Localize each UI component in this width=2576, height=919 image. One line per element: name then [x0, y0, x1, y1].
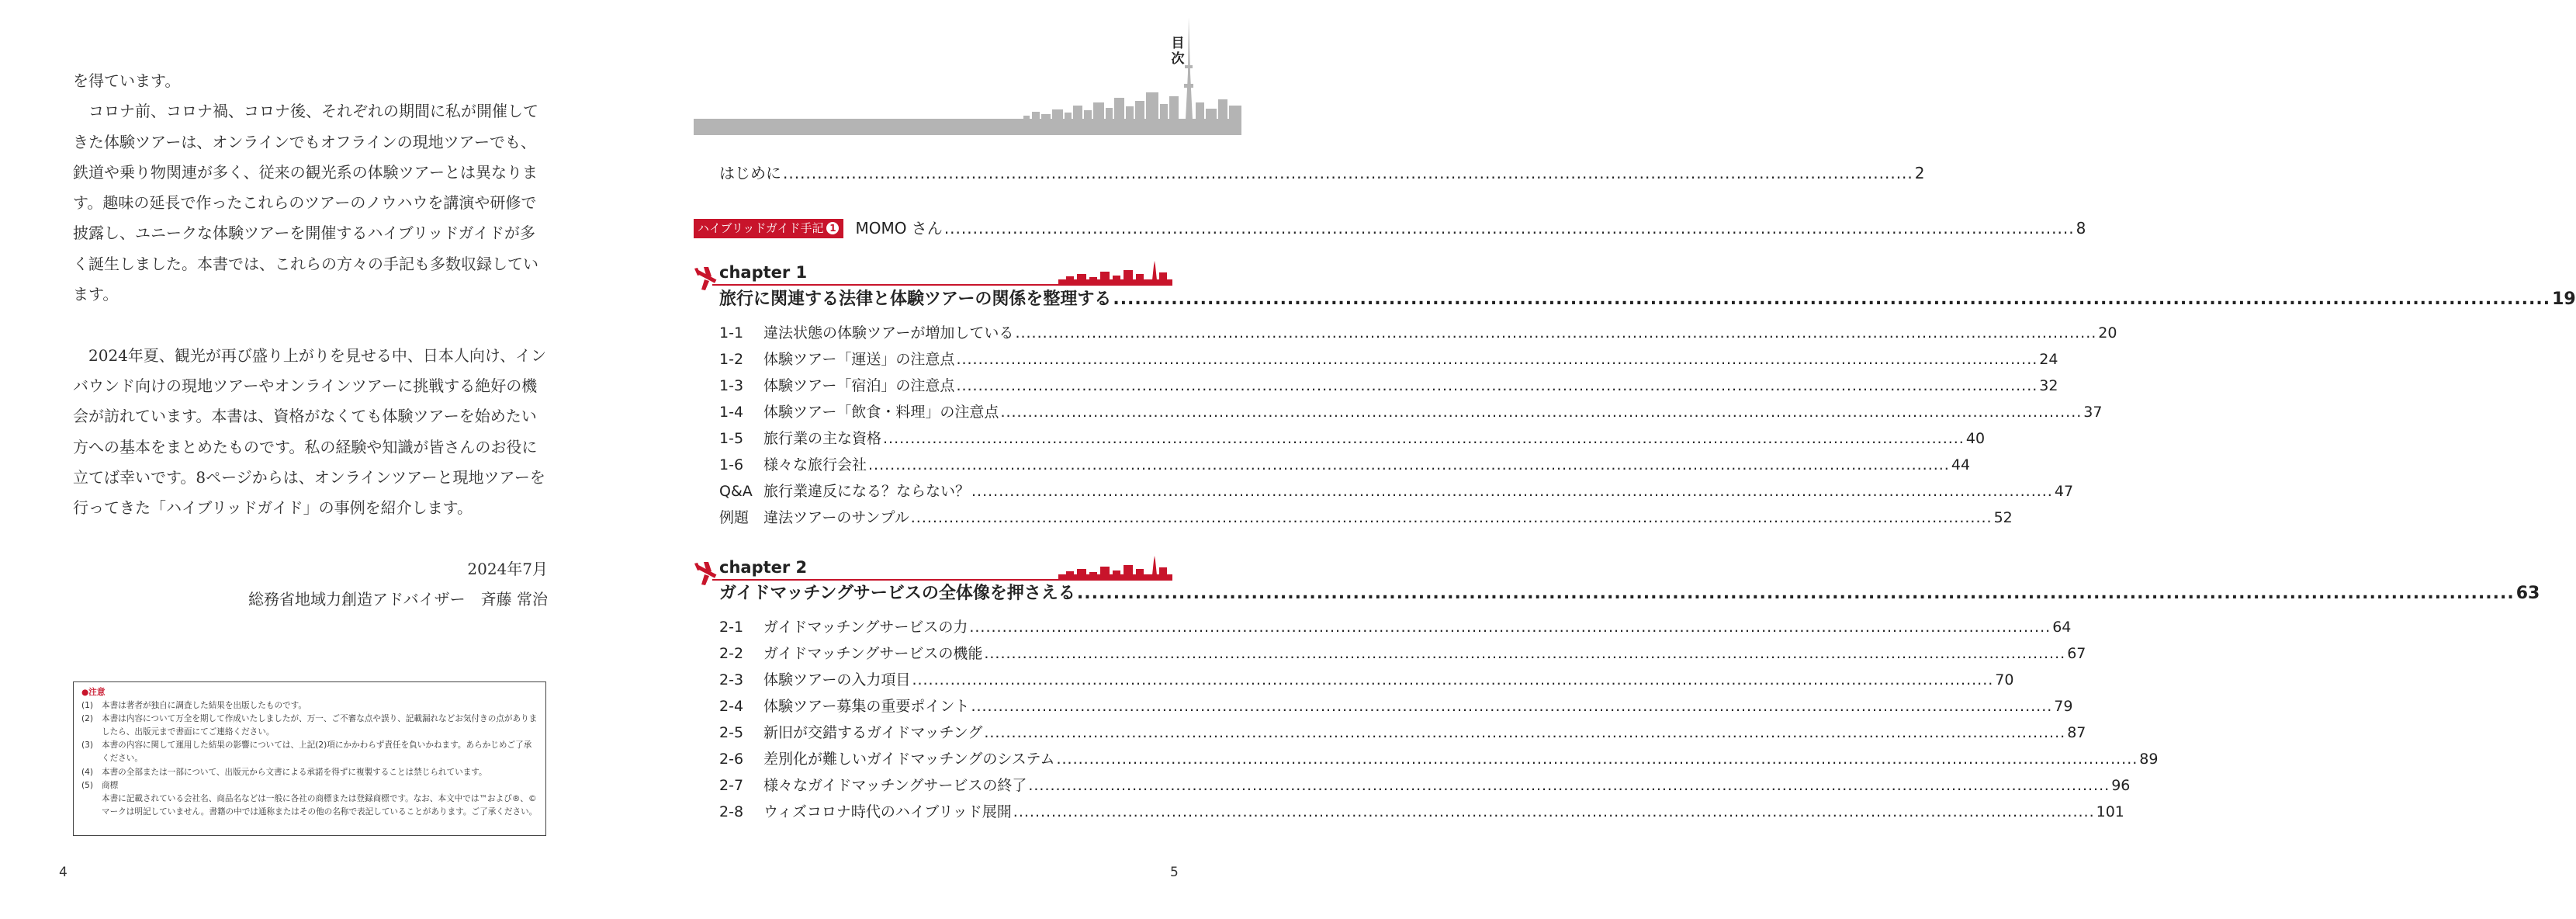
- notice-item: [81, 792, 538, 819]
- toc-entry-text: ガイドマッチングサービスの全体像を押さえる: [719, 584, 1075, 603]
- notice-item-number: (5): [81, 780, 94, 790]
- page-number-right: 5: [1170, 865, 1179, 880]
- toc-item-number: 1-3: [719, 377, 744, 394]
- dot-leader: [969, 616, 2051, 638]
- paragraph-gap: [73, 310, 548, 340]
- preface-body: [73, 66, 548, 615]
- toc-item-number: 1-2: [719, 351, 744, 368]
- preface-date: 2024年7月: [467, 559, 548, 578]
- toc-item-number: 2-7: [719, 777, 744, 794]
- toc-item-page: 89: [2139, 751, 2159, 768]
- toc-item-text: 差別化が難しいガイドマッチングのシステム: [763, 751, 1055, 768]
- toc-item-text: 体験ツアー「飲食・料理」の注意点: [763, 404, 999, 421]
- dot-leader: [1028, 775, 2110, 796]
- notice-item-text: 本書に記載されている会社名、商品名などは一般に各社の商標または登録商標です。なお、本文中では™および®、©マークは明記していません。書籍の中では通称またはその他の名称で表記していることがあります。ご了承ください。: [102, 793, 538, 817]
- toc-item-page: 44: [1951, 456, 1971, 473]
- notice-item-text: 本書の全部または一部について、出版元から文書による承諾を得ずに複製することは禁じられています。: [102, 767, 487, 777]
- toc-item-number: 2-2: [719, 645, 744, 662]
- toc-item-page: 64: [2052, 619, 2072, 636]
- dot-leader: [971, 480, 2053, 502]
- airplane-icon: [694, 562, 716, 585]
- chapter-label: chapter 2: [719, 556, 810, 579]
- toc-entry-page: 19: [2552, 290, 2576, 309]
- toc-item-number: 1-4: [719, 404, 744, 421]
- toc-item-text: 旅行業違反になる？ならない？: [763, 483, 971, 500]
- dot-leader: [1013, 801, 2095, 823]
- dot-leader: [911, 507, 1993, 529]
- toc-item[interactable]: [719, 748, 2159, 770]
- dot-leader: [984, 722, 2065, 744]
- toc-item-page: 70: [1995, 671, 2014, 688]
- chapter-1-title[interactable]: [719, 287, 2576, 312]
- toc-item[interactable]: [719, 722, 2086, 744]
- dot-leader: [971, 695, 2052, 717]
- toc-heading: 目次: [1171, 36, 1185, 67]
- toc-entry-page: 8: [2076, 219, 2086, 238]
- paragraph-gap: [73, 523, 548, 553]
- toc-item-page: 40: [1965, 430, 1986, 447]
- dot-leader: [1000, 401, 2082, 423]
- toc-item-number: 1-6: [719, 456, 744, 473]
- toc-item-number: 2-8: [719, 803, 744, 820]
- toc-item[interactable]: [719, 375, 2058, 397]
- toc-item-number: 2-6: [719, 751, 744, 768]
- notice-item-text: 本書は内容について万全を期して作成いたしましたが、万一、ご不審な点や誤り、記載漏れなどお気付きの点がありましたら、出版元まで書面にてご連絡ください。: [102, 714, 538, 737]
- toc-entry-page: 63: [2515, 584, 2540, 603]
- dot-leader: [1077, 581, 2515, 606]
- toc-entry-page: 2: [1914, 164, 1925, 182]
- left-page: [0, 0, 621, 919]
- toc-item[interactable]: [719, 428, 1986, 449]
- badge-number: 1: [826, 222, 839, 234]
- toc-entry-intro[interactable]: [719, 161, 1925, 185]
- dot-leader: [868, 454, 1950, 476]
- preface-author: 総務省地域力創造アドバイザー 斉藤 常治: [248, 590, 548, 609]
- toc-item-text: 体験ツアー「宿泊」の注意点: [763, 377, 955, 394]
- badge-label: ハイブリッドガイド手記: [698, 220, 824, 235]
- notice-item: [81, 699, 538, 713]
- toc-item[interactable]: [719, 454, 1971, 476]
- toc-item-text: 様々なガイドマッチングサービスの終了: [763, 777, 1027, 794]
- toc-item-text: 体験ツアーの入力項目: [763, 671, 911, 688]
- airplane-icon: [694, 267, 716, 290]
- toc-item-number: 1-1: [719, 324, 744, 342]
- toc-item-number: 2-3: [719, 671, 744, 688]
- hybrid-guide-badge: [694, 219, 843, 238]
- toc-item-number: 例題: [719, 509, 750, 526]
- dot-leader: [956, 375, 2038, 397]
- toc-item-page: 32: [2039, 377, 2058, 394]
- dot-leader: [956, 349, 2038, 370]
- toc-item-number: 2-1: [719, 619, 744, 636]
- notice-item: [81, 766, 538, 779]
- toc-entry-hybrid[interactable]: [694, 217, 2086, 240]
- toc-item-page: 67: [2067, 645, 2086, 662]
- toc-item-page: 47: [2054, 483, 2074, 500]
- toc-item-text: 違法状態の体験ツアーが増加している: [763, 324, 1014, 342]
- toc-item-number: 2-5: [719, 724, 744, 741]
- hybrid-entry: [855, 217, 2086, 240]
- preface-paragraph-1: を得ています。: [73, 71, 181, 90]
- toc-item-page: 87: [2067, 724, 2086, 741]
- toc-item-text: 体験ツアー「運送」の注意点: [763, 351, 955, 368]
- toc-item[interactable]: [719, 349, 2058, 370]
- toc-item[interactable]: [719, 507, 2013, 529]
- toc-item-page: 37: [2083, 404, 2103, 421]
- toc-item-page: 96: [2111, 777, 2131, 794]
- toc-item[interactable]: [719, 643, 2086, 664]
- toc-item[interactable]: [719, 669, 2014, 691]
- toc-item[interactable]: [719, 801, 2124, 823]
- toc-item[interactable]: [719, 401, 2103, 423]
- toc-item[interactable]: [719, 616, 2072, 638]
- toc-item-page: 20: [2098, 324, 2117, 342]
- preface-paragraph-2: コロナ前、コロナ禍、コロナ後、それぞれの期間に私が開催してきた体験ツアーは、オンラインでもオフラインの現地ツアーでも、鉄道や乗り物関連が多く、従来の観光系の体験ツアーとは異なります。趣味の延長で作ったこれらのツアーのノウハウを講演や研修で披露し、ユニークな体験ツアーを開催するハイブリッドガイドが多く誕生しました。本書では、これらの方々の手記も多数収録しています。: [73, 102, 538, 304]
- skyline-illustration: [694, 17, 1241, 135]
- toc-item-text: 旅行業の主な資格: [763, 430, 882, 447]
- notice-item: [81, 739, 538, 765]
- notice-item-text: 本書の内容に関して運用した結果の影響については、上記(2)項にかかわらず責任を負いかねます。あらかじめご了承ください。: [102, 740, 532, 764]
- toc-item-page: 24: [2039, 351, 2058, 368]
- dot-leader: [984, 643, 2065, 664]
- dot-leader: [944, 217, 2075, 240]
- dot-leader: [1056, 748, 2138, 770]
- notice-item-text: 本書は著者が独自に調査した結果を出版したものです。: [102, 701, 306, 711]
- toc-item-text: 新旧が交錯するガイドマッチング: [763, 724, 983, 741]
- toc-entry-text: MOMO さん: [855, 219, 943, 238]
- toc-item-text: ガイドマッチングサービスの機能: [763, 645, 983, 662]
- toc-item-text: ガイドマッチングサービスの力: [763, 619, 968, 636]
- toc-item-page: 101: [2096, 803, 2124, 820]
- page-number-left: 4: [59, 865, 68, 880]
- toc-entry-text: はじめに: [719, 164, 781, 182]
- dot-leader: [1015, 322, 2096, 344]
- toc-item-page: 79: [2054, 698, 2073, 715]
- dot-leader: [783, 161, 1913, 185]
- chapter-label: chapter 1: [719, 261, 810, 284]
- preface-paragraph-3: 2024年夏、観光が再び盛り上がりを見せる中、日本人向け、インバウンド向けの現地ツアーやオンラインツアーに挑戦する絶好の機会が訪れています。本書は、資格がなくても体験ツアーを始めたい方への基本をまとめたものです。私の経験や知識が皆さんのお役に立てば幸いです。8ページからは、オンラインツアーと現地ツアーを行ってきた「ハイブリッドガイド」の事例を紹介します。: [73, 345, 547, 518]
- chapter-2-title[interactable]: [719, 581, 2540, 606]
- notice-item-number: [81, 792, 102, 819]
- notice-box: [73, 681, 546, 836]
- notice-item: [81, 779, 538, 792]
- notice-item-number: (3): [81, 740, 94, 751]
- notice-item-number: (4): [81, 767, 94, 777]
- notice-title: ●注意: [81, 688, 106, 697]
- toc-item[interactable]: [719, 695, 2073, 717]
- toc-item[interactable]: [719, 775, 2131, 796]
- notice-item: [81, 713, 538, 739]
- notice-item-text: 商標: [102, 780, 119, 790]
- toc-item-text: 違法ツアーのサンプル: [763, 509, 909, 526]
- dot-leader: [883, 428, 1965, 449]
- toc-item[interactable]: [719, 322, 2117, 344]
- toc-item-page: 52: [1993, 509, 2013, 526]
- toc-entry-text: 旅行に関連する法律と体験ツアーの関係を整理する: [719, 290, 1112, 309]
- toc-item-text: 体験ツアー募集の重要ポイント: [763, 698, 970, 715]
- toc-item-text: ウィズコロナ時代のハイブリッド展開: [763, 803, 1012, 820]
- dot-leader: [912, 669, 1993, 691]
- right-page: [621, 0, 2576, 919]
- notice-item-number: (1): [81, 701, 94, 711]
- toc-item-number: Q&A: [719, 483, 753, 500]
- dot-leader: [1113, 287, 2550, 312]
- toc-item-text: 様々な旅行会社: [763, 456, 867, 473]
- toc-item-number: 1-5: [719, 430, 744, 447]
- notice-item-number: (2): [81, 714, 94, 724]
- toc-item-number: 2-4: [719, 698, 744, 715]
- toc-item[interactable]: [719, 480, 2074, 502]
